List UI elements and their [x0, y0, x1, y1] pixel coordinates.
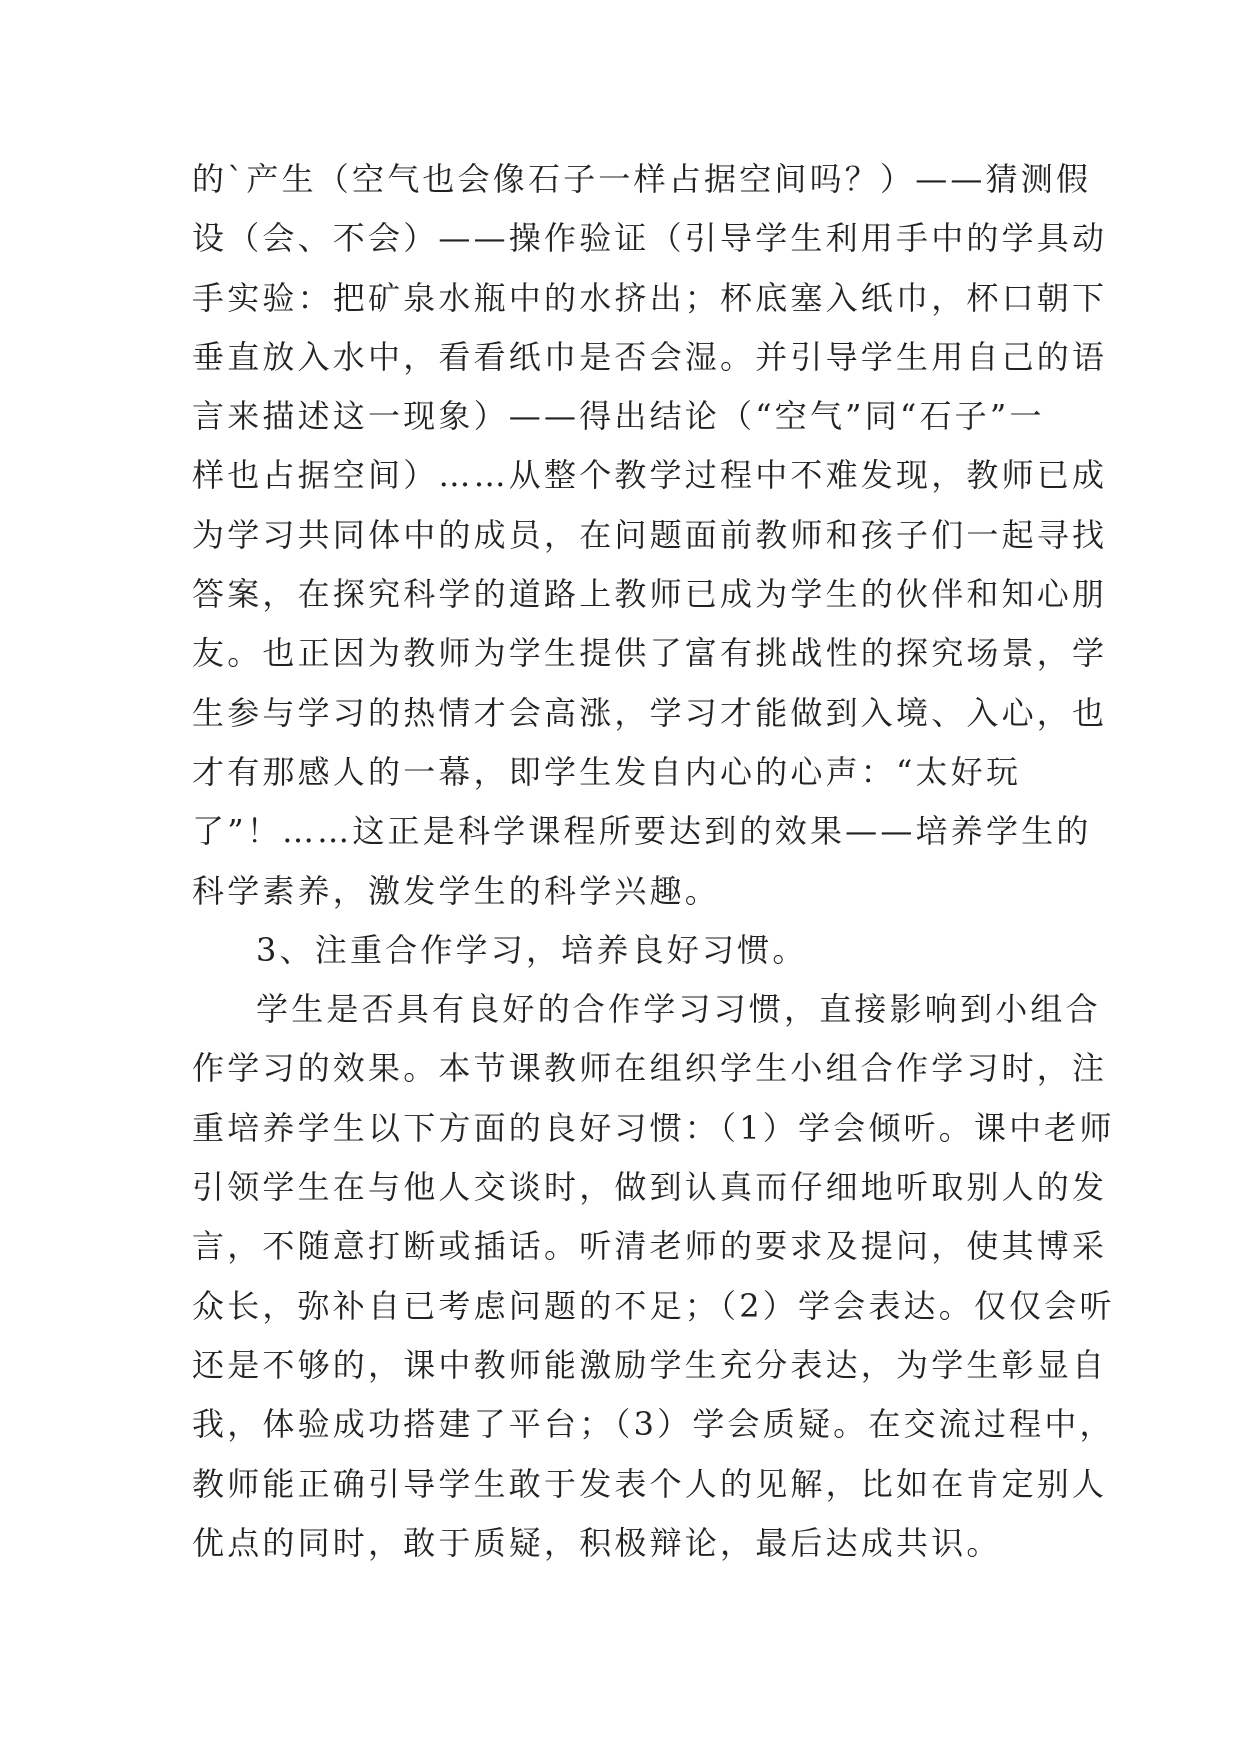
text-line: 还是不够的，课中教师能激励学生充分表达，为学生彰显自 [192, 1345, 1108, 1384]
text-line: 友。也正因为教师为学生提供了富有挑战性的探究场景，学 [192, 634, 1108, 673]
text-line: 才有那感人的一幕，即学生发自内心的心声：“太好玩 [192, 752, 1022, 791]
text-line: 垂直放入水中，看看纸巾是否会湿。并引导学生用自己的语 [192, 337, 1108, 376]
text-line: 言，不随意打断或插话。听清老师的要求及提问，使其博采 [192, 1227, 1108, 1266]
text-line: 为学习共同体中的成员，在问题面前教师和孩子们一起寻找 [192, 515, 1108, 554]
text-line: 样也占据空间）……从整个教学过程中不难发现，教师已成 [192, 456, 1108, 495]
text-line: 的`产生（空气也会像石子一样占据空间吗？）——猜测假 [192, 160, 1092, 198]
text-line: 了”！……这正是科学课程所要达到的效果——培养学生的 [192, 812, 1092, 851]
body-text [192, 150, 1115, 1573]
text-line: 生参与学习的热情才会高涨，学习才能做到入境、入心，也 [192, 693, 1108, 732]
text-line: 引领学生在与他人交谈时，做到认真而仔细地听取别人的发 [192, 1168, 1108, 1207]
text-line: 科学素养，激发学生的科学兴趣。 [192, 871, 721, 910]
text-line: 优点的同时，敢于质疑，积极辩论，最后达成共识。 [192, 1523, 1002, 1562]
text-line: 言来描述这一现象）——得出结论（“空气”同“石子”一 [192, 397, 1045, 436]
text-line: 重培养学生以下方面的良好习惯：（1）学会倾听。课中老师 [192, 1108, 1115, 1147]
text-line: 手实验：把矿泉水瓶中的水挤出；杯底塞入纸巾，杯口朝下 [192, 278, 1108, 317]
text-line: 设（会、不会）——操作验证（引导学生利用手中的学具动 [192, 219, 1108, 258]
text-line: 学生是否具有良好的合作学习习惯，直接影响到小组合 [256, 990, 1101, 1029]
text-line: 众长，弥补自已考虑问题的不足；（2）学会表达。仅仅会听 [192, 1286, 1115, 1325]
text-line: 答案，在探究科学的道路上教师已成为学生的伙伴和知心朋 [192, 575, 1108, 614]
text-line: 作学习的效果。本节课教师在组织学生小组合作学习时，注 [192, 1049, 1108, 1088]
text-line: 教师能正确引导学生敢于发表个人的见解，比如在肯定别人 [192, 1464, 1108, 1503]
text-line: 我，体验成功搭建了平台；（3）学会质疑。在交流过程中， [192, 1405, 1115, 1444]
section-heading: 3、注重合作学习，培养良好习惯。 [256, 930, 808, 969]
